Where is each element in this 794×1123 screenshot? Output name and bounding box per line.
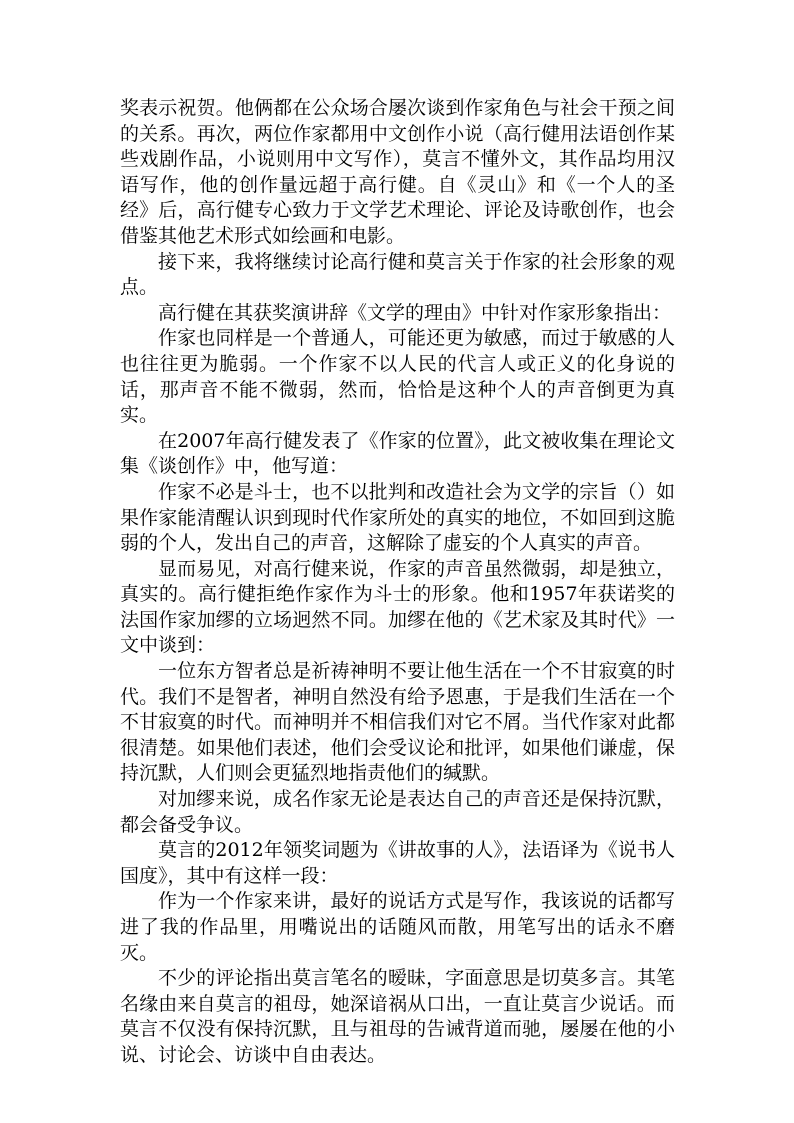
paragraph: 接下来，我将继续讨论高行健和莫言关于作家的社会形象的观点。 [120, 250, 675, 299]
paragraph: 显而易见，对高行健来说，作家的声音虽然微弱，却是独立，真实的。高行健拒绝作家作为斗士的形象。他和1957年获诺奖的法国作家加缪的立场迥然不同。加缪在他的《艺术家及其时代》一文中谈到： [120, 557, 675, 657]
paragraph: 不少的评论指出莫言笔名的暧昧，字面意思是切莫多言。其笔名缘由来自莫言的祖母，她深谙祸从口出，一直让莫言少说话。而莫言不仅没有保持沉默，且与祖母的告诫背道而驰，屡屡在他的小说、讨论会、访谈中自由表达。 [120, 967, 675, 1066]
paragraph: 莫言的2012年领奖词题为《讲故事的人》，法语译为《说书人国度》，其中有这样一段： [120, 839, 675, 887]
paragraph: 对加缪来说，成名作家无论是表达自己的声音还是保持沉默，都会备受争议。 [120, 788, 675, 836]
block-quote: 作家不必是斗士，也不以批判和改造社会为文学的宗旨（）如果作家能清醒认识到现时代作家所处的真实的地位，不如回到这脆弱的个人，发出自己的声音，这解除了虚妄的个人真实的声音。 [120, 480, 675, 555]
paragraph: 高行健在其获奖演讲辞《文学的理由》中针对作家形象指出： [158, 301, 672, 324]
paragraph-continuation: 奖表示祝贺。他俩都在公众场合屡次谈到作家角色与社会干预之间的关系。再次，两位作家都用中文创作小说（高行健用法语创作某些戏剧作品，小说则用中文写作），莫言不懂外文，其作品均用汉语写作，他的创作量远超于高行健。自《灵山》和《一个人的圣经》后，高行健专心致力于文学艺术理论、评论及诗歌创作，也会借鉴其他艺术形式如绘画和电影。 [120, 97, 675, 247]
paragraph: 在2007年高行健发表了《作家的位置》，此文被收集在理论文集《谈创作》中，他写道： [120, 429, 675, 478]
block-quote: 作为一个作家来讲，最好的说话方式是写作，我该说的话都写进了我的作品里，用嘴说出的话随风而散，用笔写出的话永不磨灭。 [120, 890, 675, 964]
block-quote: 作家也同样是一个普通人，可能还更为敏感，而过于敏感的人也往往更为脆弱。一个作家不以人民的代言人或正义的化身说的话，那声音不能不微弱，然而，恰恰是这种个人的声音倒更为真实。 [120, 327, 675, 427]
body-text [120, 96, 675, 1069]
block-quote: 一位东方智者总是祈祷神明不要让他生活在一个不甘寂寞的时代。我们不是智者，神明自然没有给予恩惠，于是我们生活在一个不甘寂寞的时代。而神明并不相信我们对它不屑。当代作家对此都很清楚。如果他们表述，他们会受议论和批评，如果他们谦虚，保持沉默，人们则会更猛烈地指责他们的缄默。 [120, 660, 675, 785]
